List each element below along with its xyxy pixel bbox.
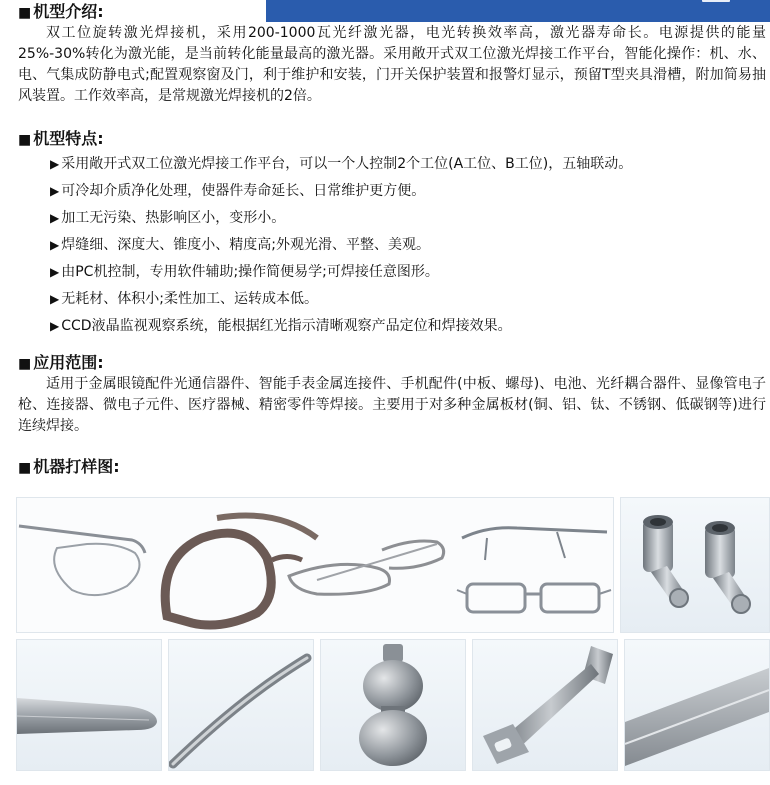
- photo-eyeglasses-panel: [16, 497, 614, 633]
- intro-paragraph: 双工位旋转激光焊接机，采用200-1000瓦光纤激光器，电光转换效率高，激光器寿命长。电源提供的能量25%-30%转化为激光能，是当前转化能量最高的激光器。采用敞开式双工位激光焊接工作平台，智能化操作：机、水、电、气集成防静电式;配置观察窗及门，利于维护和安装，门开关保护装置和报警灯显示，预留T型夹具滑槽，附加简易抽风装置。工作效率高，是常规激光焊接机的2倍。: [18, 25, 766, 104]
- metal-strip-image: [17, 640, 161, 770]
- photo-metal-strip: [16, 639, 162, 771]
- arrow-bullet-icon: ▶: [50, 319, 60, 333]
- list-item: ▶ 焊缝细、深度大、锥度小、精度高;外观光滑、平整、美观。: [50, 237, 430, 253]
- list-item: ▶ 加工无污染、热影响区小，变形小。: [50, 210, 286, 226]
- square-bullet-icon: ■: [18, 132, 32, 148]
- curved-temple-image: [169, 640, 313, 770]
- eyeglasses-image: [17, 498, 613, 632]
- photo-metal-capsule: [320, 639, 466, 771]
- arrow-bullet-icon: ▶: [50, 292, 60, 306]
- metal-bracket-image: [473, 640, 617, 770]
- sample-gallery: [16, 497, 768, 769]
- applications-paragraph: 适用于金属眼镜配件光通信器件、智能手表金属连接件、手机配件(中板、螺母)、电池、光纤耦合器件、显像管电子枪、连接器、微电子元件、医疗器械、精密零件等焊接。主要用于对多种金属板材(铜、铝、钛、不锈钢、低碳钢等)进行连续焊接。: [18, 376, 766, 434]
- features-list: [50, 151, 632, 340]
- list-item: ▶ 无耗材、体积小;柔性加工、运转成本低。: [50, 291, 318, 307]
- metal-fittings-image: [621, 498, 769, 632]
- samples-heading: ■ 机器打样图:: [18, 457, 120, 476]
- applications-heading: ■ 应用范围:: [18, 353, 104, 372]
- list-item: ▶ 采用敞开式双工位激光焊接工作平台，可以一个人控制2个工位(A工位、B工位)，五轴联动。: [50, 156, 633, 172]
- square-bullet-icon: ■: [18, 356, 32, 372]
- arrow-bullet-icon: ▶: [50, 211, 60, 225]
- photo-metal-bracket: [472, 639, 618, 771]
- intro-heading: ■ 机型介绍:: [18, 2, 104, 21]
- list-item: ▶ 可冷却介质净化处理，使器件寿命延长、日常维护更方便。: [50, 183, 426, 199]
- photo-curved-metal-temple: [168, 639, 314, 771]
- photo-welded-seam: [624, 639, 770, 771]
- arrow-bullet-icon: ▶: [50, 157, 60, 171]
- arrow-bullet-icon: ▶: [50, 184, 60, 198]
- list-item: ▶ 由PC机控制，专用软件辅助;操作简便易学;可焊接任意图形。: [50, 264, 439, 280]
- arrow-bullet-icon: ▶: [50, 265, 60, 279]
- header-banner: [266, 0, 770, 22]
- features-heading: ■ 机型特点:: [18, 129, 104, 148]
- square-bullet-icon: ■: [18, 460, 32, 476]
- metal-capsule-image: [321, 640, 465, 770]
- welded-seam-image: [625, 640, 769, 770]
- photo-metal-fittings: [620, 497, 770, 633]
- arrow-bullet-icon: ▶: [50, 238, 60, 252]
- square-bullet-icon: ■: [18, 5, 32, 21]
- banner-tab: [702, 0, 730, 2]
- list-item: ▶ CCD液晶监视观察系统，能根据红光指示清晰观察产品定位和焊接效果。: [50, 318, 512, 334]
